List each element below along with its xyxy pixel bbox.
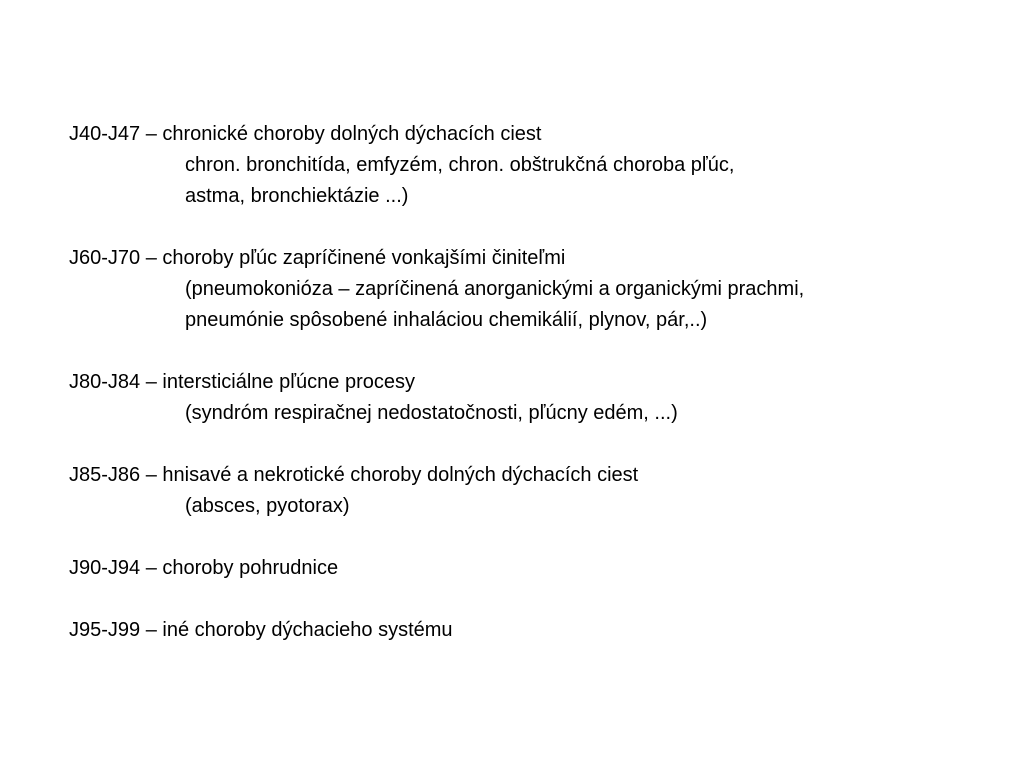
category-detail: pneumónie spôsobené inhaláciou chemikálií, plynov, pár,..) <box>185 309 708 331</box>
category-group-j40-j47 <box>69 119 1009 212</box>
category-detail: astma, bronchiektázie ...) <box>185 185 409 207</box>
category-heading: J95-J99 – iné choroby dýchacieho systému <box>69 619 453 641</box>
category-detail: chron. bronchitída, emfyzém, chron. obštrukčná choroba pľúc, <box>185 154 735 176</box>
category-group-j85-j86 <box>69 460 1009 522</box>
category-detail: (absces, pyotorax) <box>185 495 350 517</box>
category-detail: (pneumokonióza – zapríčinená anorganickými a organickými prachmi, <box>185 278 805 300</box>
category-group-j80-j84 <box>69 367 1009 429</box>
category-heading: J40-J47 – chronické choroby dolných dýchacích ciest <box>69 123 542 145</box>
category-heading: J85-J86 – hnisavé a nekrotické choroby dolných dýchacích ciest <box>69 464 639 486</box>
category-heading: J90-J94 – choroby pohrudnice <box>69 557 339 579</box>
slide-content <box>69 119 1009 677</box>
category-group-j60-j70 <box>69 243 1009 336</box>
category-group-j90-j94 <box>69 553 1009 584</box>
category-detail: (syndróm respiračnej nedostatočnosti, pľúcny edém, ...) <box>185 402 678 424</box>
category-heading: J80-J84 – intersticiálne pľúcne procesy <box>69 371 416 393</box>
category-group-j95-j99 <box>69 615 1009 646</box>
category-heading: J60-J70 – choroby pľúc zapríčinené vonkajšími činiteľmi <box>69 247 566 269</box>
